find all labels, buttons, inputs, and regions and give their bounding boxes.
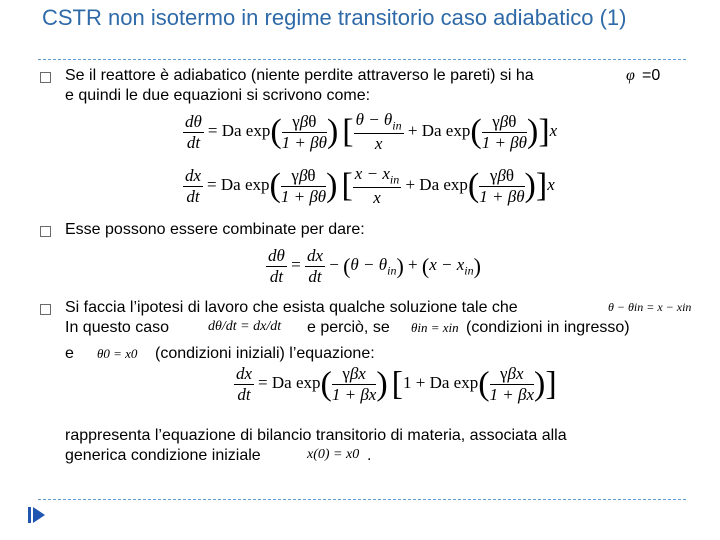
- closing-line-1: rappresenta l’equazione di bilancio transitorio di materia, associata alla: [65, 427, 567, 444]
- initial-condition: x(0) = x0: [307, 447, 360, 462]
- bullet-3-line-3b: (condizioni iniziali) l’equazione:: [155, 345, 375, 362]
- nav-arrow-icon[interactable]: [33, 507, 45, 523]
- ratio-dtheta-dx: dθ/dt = dx/dt: [208, 319, 282, 334]
- checkbox-bullet-icon: [40, 226, 51, 237]
- bullet-1-line-2: e quindi le due equazioni si scrivono come:: [65, 87, 371, 104]
- checkbox-bullet-icon: [40, 72, 51, 83]
- bullet-3-line-3a: e: [65, 345, 74, 362]
- equation-dx-dt: $\frac{dx}{dt}$ = Da exp( $\frac{\text{γβθ}}{1 + \beta\theta}$ ) [ $\frac{x - x_{in}}{x}$ + Da exp( $\frac{\text{γβθ}}{1 + \beta\theta}$ )]x: [185, 164, 555, 208]
- checkbox-bullet-icon: [40, 304, 51, 315]
- condition-initial: θ0 = x0: [97, 346, 138, 361]
- bullet-1-line-1: Se il reattore è adiabatico (niente perdite attraverso le pareti) si ha: [65, 67, 534, 84]
- equation-material-balance: $\frac{dx}{dt}$ = Da exp( $\frac{\text{γβx}}{1 + \beta x}$ ) [1 + Da exp( $\frac{\text{γβx}}{1 + \beta x}$ )]: [236, 364, 557, 404]
- equation-combined: $\frac{d\theta}{dt}$ = $\frac{dx}{dt}$ − $(\theta - \theta_{in}) + (x - x_{in})$: [268, 246, 481, 286]
- closing-line-2: generica condizione iniziale: [65, 447, 261, 464]
- phi-symbol: φ: [626, 67, 635, 84]
- closing-period: .: [367, 447, 372, 464]
- bullet-3-line-2b: e perciò, se: [307, 319, 390, 336]
- equation-dtheta-dt: $\frac{d\theta}{dt}$ = Da exp( $\frac{\text{γβθ}}{1 + \beta\theta}$ ) [ $\frac{\theta - \theta_{in}}{x}$ + Da exp( $\frac{\text{γβθ}}{1 + \beta\theta}$ )]x: [185, 110, 558, 154]
- nav-bar-icon[interactable]: [28, 507, 31, 523]
- footer-divider: [38, 499, 686, 500]
- condition-theta-x: θ − θin = x − xin: [608, 300, 692, 314]
- bullet-3-line-2a: In questo caso: [65, 319, 170, 336]
- condition-inlet: θin = xin: [411, 320, 459, 335]
- bullet-2: Esse possono essere combinate per dare:: [65, 221, 365, 238]
- slide-title: CSTR non isotermo in regime transitorio caso adiabatico (1): [42, 5, 627, 30]
- bullet-3-line-2c: (condizioni in ingresso): [466, 319, 630, 336]
- phi-equals-zero: =0: [642, 67, 661, 84]
- bullet-3-line-1: Si faccia l’ipotesi di lavoro che esista qualche soluzione tale che: [65, 299, 518, 316]
- title-divider: [38, 59, 686, 60]
